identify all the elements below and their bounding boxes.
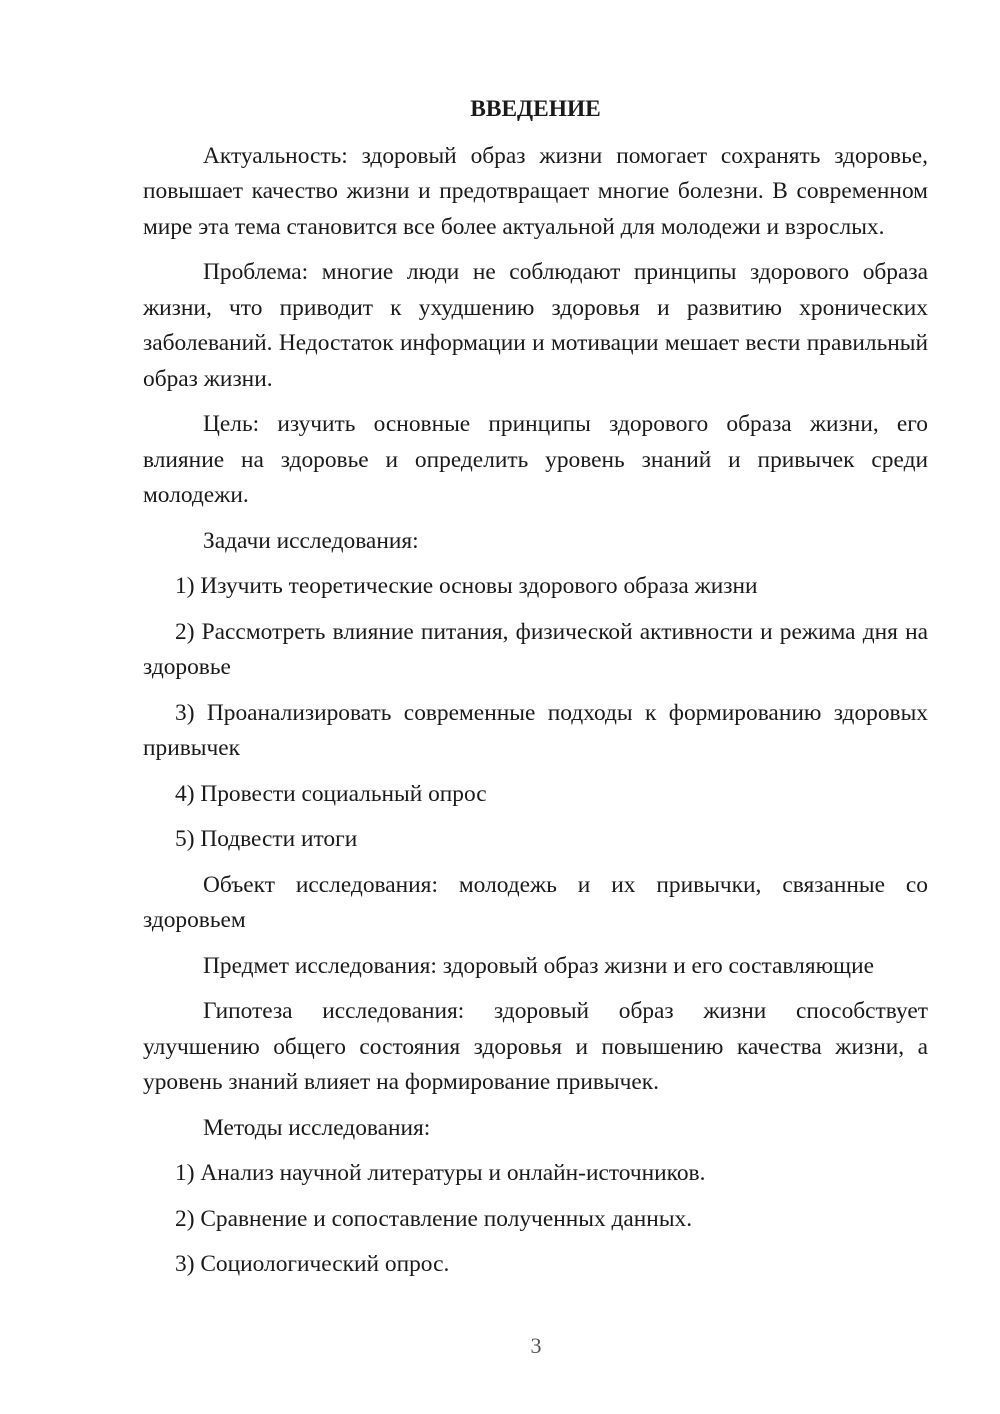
methods-heading: Методы исследования: (203, 1114, 431, 1141)
document-body (143, 92, 928, 1293)
page-number: 3 (530, 1333, 542, 1358)
tasks-list (143, 569, 928, 858)
subject-paragraph: Предмет исследования: здоровый образ жизни и его составляющие (203, 952, 874, 979)
relevance-paragraph: Актуальность: здоровый образ жизни помогает сохранять здоровье, повышает качество жизни и предотвращает многие болезни. В современном мире эта тема становится все более актуальной для молодежи и взрослых. (143, 142, 928, 240)
list-item: 3) Проанализировать современные подходы к формированию здоровых привычек (143, 699, 928, 761)
problem-paragraph: Проблема: многие люди не соблюдают принципы здорового образа жизни, что приводит к ухудшению здоровья и развитию хронических заболеваний. Недостаток информации и мотивации мешает вести правильный образ жизни. (143, 259, 928, 392)
list-item: 3) Социологический опрос. (175, 1251, 450, 1277)
object-paragraph: Объект исследования: молодежь и их привычки, связанные со здоровьем (143, 871, 928, 933)
methods-list (143, 1156, 928, 1283)
list-item: 1) Изучить теоретические основы здорового образа жизни (175, 573, 758, 599)
page-title: ВВЕДЕНИЕ (470, 96, 601, 122)
hypothesis-paragraph: Гипотеза исследования: здоровый образ жизни способствует улучшению общего состояния здоровья и повышению качества жизни, а уровень знаний влияет на формирование привычек. (143, 998, 928, 1095)
goal-paragraph: Цель: изучить основные принципы здорового образа жизни, его влияние на здоровье и определить уровень знаний и привычек среди молодежи. (143, 411, 928, 508)
list-item: 1) Анализ научной литературы и онлайн-источников. (175, 1160, 706, 1186)
tasks-heading: Задачи исследования: (203, 527, 419, 554)
list-item: 2) Сравнение и сопоставление полученных данных. (175, 1205, 693, 1232)
list-item: 5) Подвести итоги (175, 826, 358, 852)
list-item: 4) Провести социальный опрос (175, 780, 487, 807)
list-item: 2) Рассмотреть влияние питания, физической активности и режима дня на здоровье (143, 618, 928, 680)
